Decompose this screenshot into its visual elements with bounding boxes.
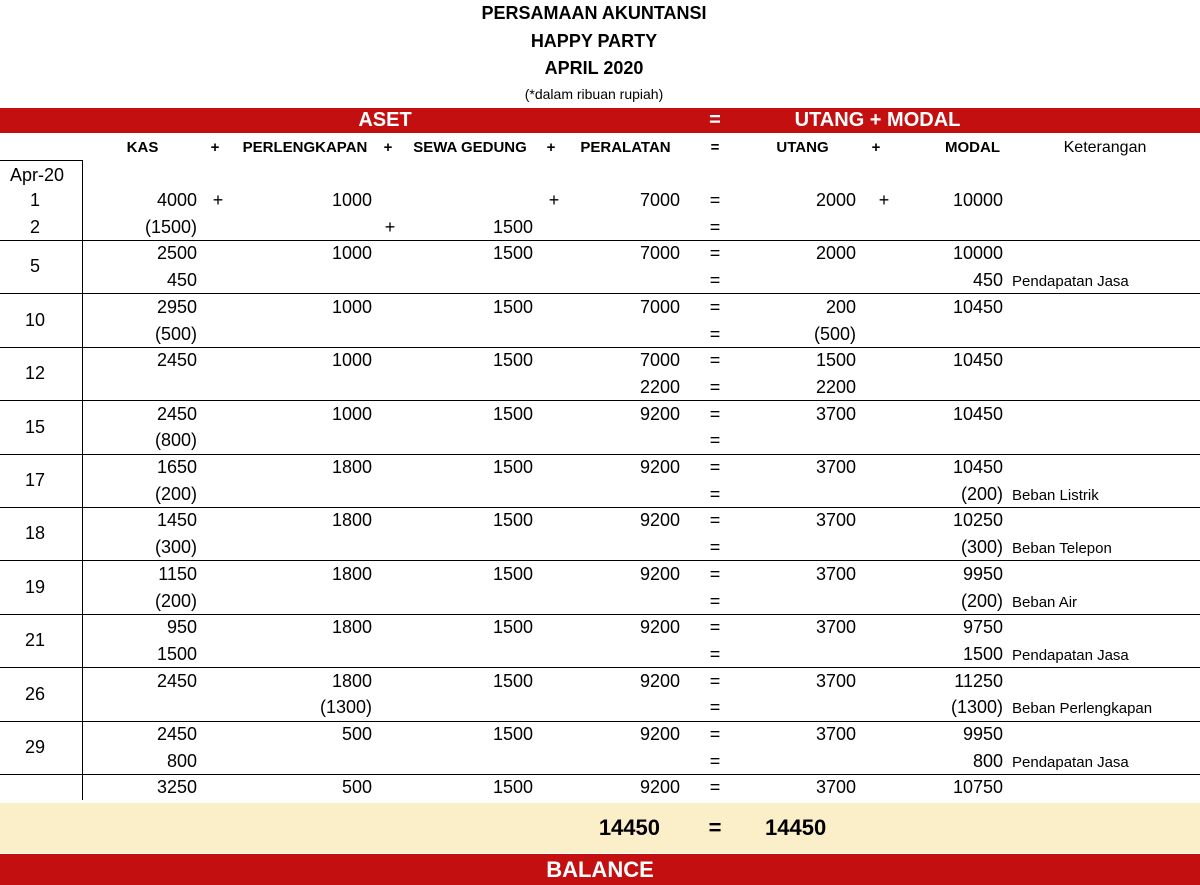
cell-equals: = xyxy=(709,296,721,317)
cell-plus: + xyxy=(878,190,890,210)
cell-keterangan: Beban Air xyxy=(1012,593,1078,611)
cell-equals: = xyxy=(709,724,721,744)
cell-peralatan: 2200 xyxy=(639,376,680,397)
cell-modal: 9750 xyxy=(962,617,1003,638)
col-kas: KAS xyxy=(126,139,159,156)
cell-kas: (1500) xyxy=(144,216,197,237)
cell-utang: 1500 xyxy=(815,350,856,371)
cell-utang: 3700 xyxy=(815,724,856,744)
cell-perlengkapan: 1800 xyxy=(331,563,372,584)
cell-perlengkapan: 1000 xyxy=(331,243,372,264)
cell-equals: = xyxy=(709,483,721,504)
cell-modal: 10750 xyxy=(952,777,1003,798)
cell-kas: 1150 xyxy=(158,563,197,584)
cell-modal: 10000 xyxy=(952,243,1003,264)
cell-sewa-gedung: 1500 xyxy=(492,563,533,584)
cell-equals: = xyxy=(709,563,721,584)
cell-kas: 4000 xyxy=(156,190,197,210)
cell-equals: = xyxy=(709,430,721,451)
cell-sewa-gedung: 1500 xyxy=(492,216,533,237)
cell-equals: = xyxy=(709,216,721,237)
cell-perlengkapan: 1800 xyxy=(331,457,372,477)
cell-peralatan: 9200 xyxy=(639,403,680,424)
cell-sewa-gedung: 1500 xyxy=(492,724,533,744)
cell-peralatan: 9200 xyxy=(639,510,680,531)
col-sewa-gedung: SEWA GEDUNG xyxy=(413,139,527,156)
cell-keterangan: Beban Perlengkapan xyxy=(1012,700,1153,718)
cell-sewa-gedung: 1500 xyxy=(492,243,533,264)
group-date: 19 xyxy=(24,576,46,597)
cell-keterangan: Pendapatan Jasa xyxy=(1012,753,1129,771)
cell-keterangan: Beban Telepon xyxy=(1012,540,1112,558)
cell-kas: 800 xyxy=(166,750,197,771)
cell-modal: (200) xyxy=(960,483,1003,504)
group-date: 15 xyxy=(24,416,46,437)
group-date: 26 xyxy=(24,683,46,704)
cell-kas: (800) xyxy=(154,430,197,451)
cell-modal: 10000 xyxy=(952,190,1003,210)
col-utang: UTANG xyxy=(776,139,829,156)
cell-keterangan: Pendapatan Jasa xyxy=(1012,273,1129,291)
cell-plus: + xyxy=(212,190,224,210)
cell-kas: (300) xyxy=(154,537,197,558)
cell-modal: 10450 xyxy=(952,457,1003,477)
cell-equals: = xyxy=(709,643,721,664)
cell-utang: 2000 xyxy=(815,190,856,210)
cell-kas: 2450 xyxy=(156,724,197,744)
col-plus: + xyxy=(871,139,881,156)
cell-kas: 2450 xyxy=(156,350,197,371)
cell-equals: = xyxy=(709,350,721,371)
cell-perlengkapan: 500 xyxy=(341,777,372,798)
cell-peralatan: 9200 xyxy=(639,670,680,691)
total-assets: 14450 xyxy=(598,815,660,840)
cell-peralatan: 9200 xyxy=(639,457,680,477)
cell-modal: 800 xyxy=(972,750,1003,771)
cell-perlengkapan: 1000 xyxy=(331,403,372,424)
cell-modal: (300) xyxy=(960,537,1003,558)
cell-kas: 2950 xyxy=(156,296,197,317)
balance-footer: BALANCE xyxy=(0,854,1200,885)
cell-modal: 11250 xyxy=(954,670,1003,691)
cell-modal: 9950 xyxy=(962,724,1003,744)
cell-equals: = xyxy=(709,697,721,718)
cell-equals: = xyxy=(709,323,721,344)
cell-peralatan: 7000 xyxy=(639,296,680,317)
group-date: 29 xyxy=(24,737,46,757)
cell-utang: (500) xyxy=(813,323,856,344)
cell-peralatan: 7000 xyxy=(639,190,680,210)
cell-equals: = xyxy=(709,403,721,424)
cell-date: 2 xyxy=(29,216,40,237)
cell-perlengkapan: 1800 xyxy=(331,670,372,691)
group-date: 10 xyxy=(24,309,46,330)
bar-equals: = xyxy=(709,109,721,131)
cell-equals: = xyxy=(709,537,721,558)
cell-kas: 1500 xyxy=(156,643,197,664)
section-bar xyxy=(0,108,1200,133)
cell-equals: = xyxy=(709,190,721,210)
cell-perlengkapan: (1300) xyxy=(319,697,372,718)
total-equals: = xyxy=(708,815,722,840)
report-period: APRIL 2020 xyxy=(544,58,644,78)
cell-kas: 2450 xyxy=(156,403,197,424)
cell-utang: 3700 xyxy=(815,670,856,691)
col-peralatan: PERALATAN xyxy=(580,139,671,156)
col-perlengkapan: PERLENGKAPAN xyxy=(242,139,368,156)
report-title: PERSAMAAN AKUNTANSI xyxy=(481,3,707,23)
cell-equals: = xyxy=(709,457,721,477)
cell-utang: 3700 xyxy=(815,457,856,477)
cell-keterangan: Pendapatan Jasa xyxy=(1012,646,1129,664)
col-keterangan: Keterangan xyxy=(1063,139,1147,156)
total-liabilities-equity: 14450 xyxy=(765,815,827,840)
cell-equals: = xyxy=(709,590,721,611)
cell-equals: = xyxy=(709,243,721,264)
cell-kas: 1450 xyxy=(156,510,197,531)
cell-utang: 3700 xyxy=(815,563,856,584)
cell-kas: (500) xyxy=(154,323,197,344)
cell-kas: 1650 xyxy=(156,457,197,477)
col-plus: + xyxy=(210,139,220,156)
cell-sewa-gedung: 1500 xyxy=(492,296,533,317)
utang-modal-label: UTANG + MODAL xyxy=(794,109,961,131)
aset-label: ASET xyxy=(358,109,412,131)
cell-perlengkapan: 1000 xyxy=(331,190,372,210)
cell-perlengkapan: 500 xyxy=(341,724,372,744)
cell-utang: 3700 xyxy=(815,510,856,531)
cell-utang: 3700 xyxy=(815,617,856,638)
cell-kas: 2450 xyxy=(156,670,197,691)
col-plus: + xyxy=(546,139,556,156)
cell-utang: 2000 xyxy=(815,243,856,264)
cell-equals: = xyxy=(709,777,721,798)
cell-equals: = xyxy=(709,270,721,291)
cell-utang: 2200 xyxy=(815,376,856,397)
cell-sewa-gedung: 1500 xyxy=(492,510,533,531)
cell-utang: 200 xyxy=(825,296,856,317)
cell-equals: = xyxy=(709,670,721,691)
cell-date: 1 xyxy=(29,190,40,210)
cell-perlengkapan: 1800 xyxy=(331,510,372,531)
unit-note: (*dalam ribuan rupiah) xyxy=(524,86,664,102)
cell-sewa-gedung: 1500 xyxy=(492,457,533,477)
group-date: 18 xyxy=(24,523,46,544)
cell-plus: + xyxy=(548,190,560,210)
cell-keterangan: Beban Listrik xyxy=(1012,486,1099,504)
cell-perlengkapan: 1800 xyxy=(331,617,372,638)
cell-modal: 9950 xyxy=(962,563,1003,584)
cell-utang: 3700 xyxy=(815,403,856,424)
cell-kas: (200) xyxy=(154,590,197,611)
group-date: 12 xyxy=(24,363,46,384)
cell-modal: 10450 xyxy=(952,296,1003,317)
cell-equals: = xyxy=(709,510,721,531)
month-label: Apr-20 xyxy=(10,165,65,185)
col-equals: = xyxy=(710,139,720,156)
cell-perlengkapan: 1000 xyxy=(331,350,372,371)
cell-peralatan: 9200 xyxy=(639,563,680,584)
date-column-rule xyxy=(82,160,83,800)
cell-peralatan: 7000 xyxy=(639,350,680,371)
group-date: 5 xyxy=(29,256,40,277)
cell-kas: 950 xyxy=(166,617,197,638)
col-modal: MODAL xyxy=(945,139,1000,156)
cell-utang: 3700 xyxy=(815,777,856,798)
cell-equals: = xyxy=(709,376,721,397)
cell-peralatan: 9200 xyxy=(639,617,680,638)
cell-plus: + xyxy=(384,216,396,237)
cell-peralatan: 7000 xyxy=(639,243,680,264)
cell-perlengkapan: 1000 xyxy=(331,296,372,317)
company-name: HAPPY PARTY xyxy=(530,31,658,51)
cell-peralatan: 9200 xyxy=(639,724,680,744)
header-rule xyxy=(0,160,83,161)
cell-modal: 450 xyxy=(972,270,1003,291)
cell-kas: 2500 xyxy=(156,243,197,264)
cell-modal: (200) xyxy=(960,590,1003,611)
cell-modal: 10450 xyxy=(952,403,1003,424)
cell-modal: 1500 xyxy=(962,643,1003,664)
group-date: 17 xyxy=(24,470,46,490)
cell-sewa-gedung: 1500 xyxy=(492,350,533,371)
cell-equals: = xyxy=(709,750,721,771)
cell-equals: = xyxy=(709,617,721,638)
cell-sewa-gedung: 1500 xyxy=(492,617,533,638)
cell-kas: (200) xyxy=(154,483,197,504)
col-plus: + xyxy=(383,139,393,156)
cell-modal: 10250 xyxy=(952,510,1003,531)
cell-sewa-gedung: 1500 xyxy=(492,403,533,424)
cell-modal: 10450 xyxy=(952,350,1003,371)
cell-sewa-gedung: 1500 xyxy=(492,777,533,798)
cell-modal: (1300) xyxy=(950,697,1003,718)
cell-kas: 3250 xyxy=(156,777,197,798)
group-date: 21 xyxy=(24,630,46,651)
cell-sewa-gedung: 1500 xyxy=(492,670,533,691)
cell-peralatan: 9200 xyxy=(639,777,680,798)
cell-kas: 450 xyxy=(166,270,197,291)
